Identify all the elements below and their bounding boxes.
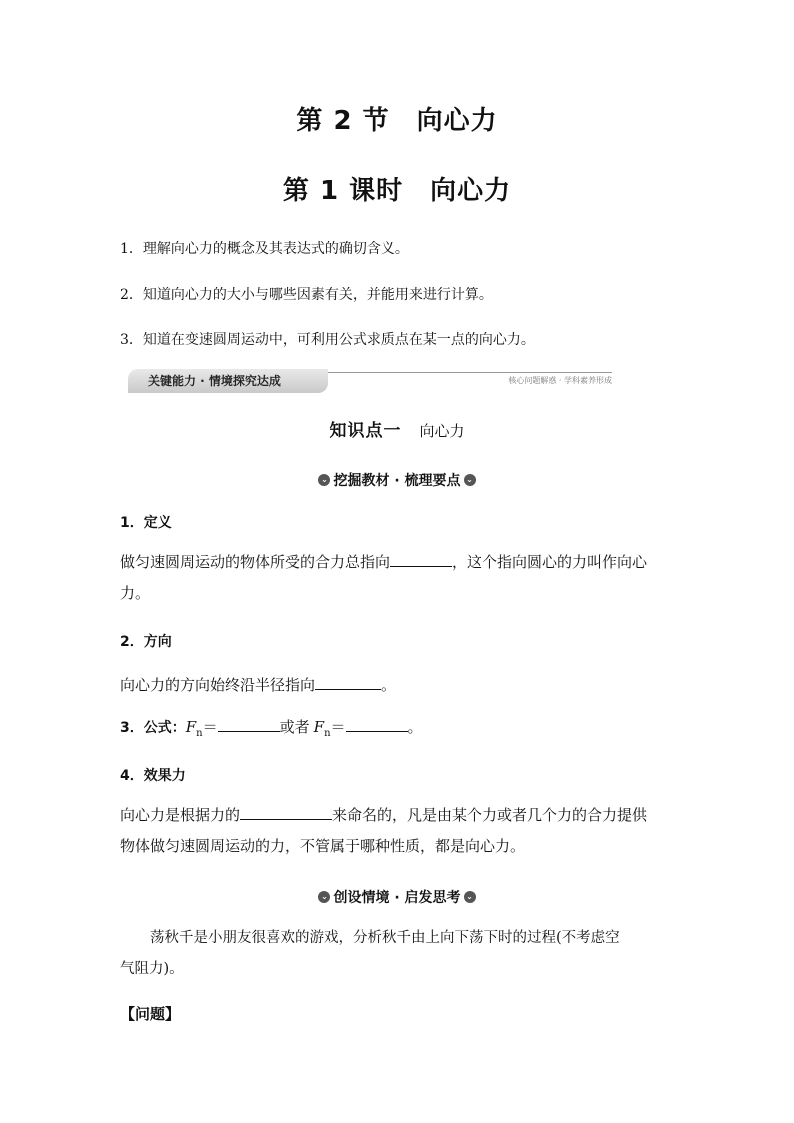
effect-heading: 4．效果力 bbox=[120, 768, 186, 784]
formula-blank-1[interactable] bbox=[218, 715, 280, 732]
lesson-title: 第 1 课时 向心力 bbox=[282, 176, 512, 206]
direction-text-end: 。 bbox=[381, 676, 397, 694]
goal-1: 1．理解向心力的概念及其表达式的确切含义。 bbox=[120, 241, 409, 257]
goal-3: 3．知道在变速圆周运动中，可利用公式求质点在某一点的向心力。 bbox=[120, 332, 535, 348]
subhead-textbook bbox=[0, 470, 794, 490]
formula-end: 。 bbox=[407, 718, 423, 736]
formula-paragraph bbox=[120, 712, 680, 749]
definition-text: 做匀速圆周运动的物体所受的合力总指向 bbox=[120, 553, 391, 571]
banner-label: 关键能力 · 情境探究达成 bbox=[148, 374, 281, 388]
effect-text: 向心力是根据力的 bbox=[120, 806, 241, 824]
section-banner bbox=[128, 367, 612, 395]
definition-text-cont: ，这个指向圆心的力叫作向心 bbox=[452, 553, 648, 571]
formula-or: 或者 bbox=[279, 718, 310, 736]
knowledge-point-topic: 向心力 bbox=[419, 422, 465, 440]
definition-paragraph bbox=[120, 547, 680, 609]
formula-equals: ＝ bbox=[202, 718, 218, 736]
banner-right-text: 核心问题解惑 · 学科素养形成 bbox=[508, 376, 612, 385]
subhead-scenario-label: 创设情境 · 启发思考 bbox=[333, 890, 461, 906]
section-title: 第 2 节 向心力 bbox=[296, 106, 498, 136]
chevron-down-icon: ⌄ bbox=[464, 891, 476, 903]
definition-blank[interactable] bbox=[390, 550, 452, 567]
formula-symbol: F bbox=[185, 718, 197, 736]
subhead-scenario bbox=[0, 887, 794, 907]
effect-text-cont: 来命名的，凡是由某个力或者几个力的合力提供 bbox=[332, 806, 648, 824]
direction-text: 向心力的方向始终沿半径指向 bbox=[120, 676, 316, 694]
formula-subscript: n bbox=[196, 728, 203, 739]
definition-heading: 1．定义 bbox=[120, 515, 172, 531]
chevron-down-icon: ⌄ bbox=[318, 891, 330, 903]
direction-paragraph bbox=[120, 670, 680, 701]
direction-heading: 2．方向 bbox=[120, 634, 172, 650]
effect-paragraph bbox=[120, 800, 680, 862]
banner-divider bbox=[328, 372, 612, 373]
scenario-line-2: 气阻力)。 bbox=[120, 961, 184, 977]
definition-text-end: 力。 bbox=[120, 584, 151, 602]
knowledge-point-heading bbox=[0, 416, 794, 441]
subhead-textbook-label: 挖掘教材 · 梳理要点 bbox=[333, 473, 461, 489]
effect-blank[interactable] bbox=[240, 803, 332, 820]
formula-symbol-2: F bbox=[313, 718, 325, 736]
formula-subscript-2: n bbox=[324, 728, 331, 739]
chevron-down-icon: ⌄ bbox=[318, 474, 330, 486]
direction-blank[interactable] bbox=[315, 673, 381, 690]
scenario-paragraph bbox=[120, 923, 690, 985]
formula-label: 3．公式： bbox=[120, 720, 186, 736]
effect-text-line2: 物体做匀速圆周运动的力，不管属于哪种性质，都是向心力。 bbox=[120, 837, 526, 855]
question-label: 【问题】 bbox=[120, 1005, 181, 1023]
scenario-line-1: 荡秋千是小朋友很喜欢的游戏，分析秋千由上向下荡下时的过程(不考虑空 bbox=[150, 930, 620, 946]
chevron-down-icon: ⌄ bbox=[464, 474, 476, 486]
formula-equals-2: ＝ bbox=[330, 718, 346, 736]
goal-2: 2．知道向心力的大小与哪些因素有关，并能用来进行计算。 bbox=[120, 287, 493, 303]
knowledge-point-title: 知识点一 bbox=[329, 421, 402, 441]
formula-blank-2[interactable] bbox=[346, 715, 408, 732]
